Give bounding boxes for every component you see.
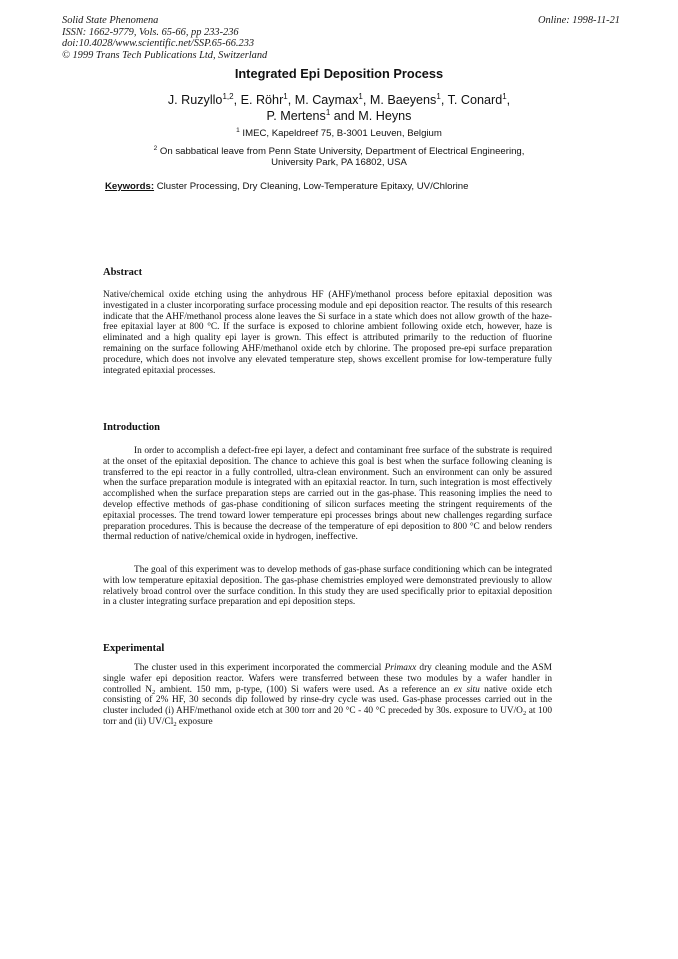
author-separator: , xyxy=(287,93,295,107)
author-name: M. Caymax xyxy=(294,93,359,107)
experimental-text: The cluster used in this experiment incorporated the commercial xyxy=(134,663,385,673)
keywords-label: Keywords: xyxy=(105,181,155,192)
copyright-line: © 1999 Trans Tech Publications Ltd, Switzerland xyxy=(62,49,268,61)
affiliation-2 xyxy=(0,146,678,169)
experimental-paragraph xyxy=(103,663,552,728)
affil-text-line1: On sabbatical leave from Penn State University, Department of Electrical Engineering, xyxy=(159,146,525,157)
doi-line: doi:10.4028/www.scientific.net/SSP.65-66.233 xyxy=(62,38,255,50)
journal-header xyxy=(62,15,267,61)
author-affil-mark: 1 xyxy=(502,92,507,101)
author-separator: , xyxy=(233,93,241,107)
subscript: 2 xyxy=(151,688,156,696)
experimental-text: at 100 torr and (ii) UV/Cl xyxy=(103,706,552,727)
author-separator: and xyxy=(330,109,359,123)
author-list xyxy=(0,92,678,124)
keywords xyxy=(105,181,468,192)
issn-line: ISSN: 1662-9779, Vols. 65-66, pp 233-236 xyxy=(62,26,239,38)
online-date: Online: 1998-11-21 xyxy=(537,15,620,26)
author-name: J. Ruzyllo xyxy=(167,93,223,107)
primaxx-term: Primaxx xyxy=(384,663,417,673)
author-separator: , xyxy=(362,93,370,107)
paper-title: Integrated Epi Deposition Process xyxy=(234,66,444,81)
author-affil-mark: 1 xyxy=(358,92,363,101)
introduction-paragraph-2: The goal of this experiment was to develop methods of gas-phase surface conditioning which can be integrated with low temperature epitaxial deposition. The gas-phase chemistries employed were demonstrated previously to allow relatively broad control over the surface condition. In this study they are used specifically prior to epitaxial deposition in a cluster integrating surface preparation and epi deposition steps. xyxy=(103,565,552,608)
author-affil-mark: 1 xyxy=(325,108,331,117)
subscript: 2 xyxy=(173,720,177,728)
abstract-text: Native/chemical oxide etching using the anhydrous HF (AHF)/methanol process before epitaxial deposition was investigated in a cluster incorporating surface processing module and epi deposition reactor. The results of this research indicate that the AHF/methanol process alone leaves the Si surface in a state which does not allow growth of the haze-free epitaxial layer at 800 °C. If the surface is exposed to chlorine ambient following oxide etch, however, haze is eliminated and a high quality epi layer is grown. This effect is attributed primarily to the reduction of fluorine remaining on the surface following AHF/methanol oxide etch by chlorine. The proposed pre-epi surface preparation procedure, which does not involve any elevated temperature step, shows excellent promise for low-temperature fully integrated epitaxial processes. xyxy=(103,290,552,376)
experimental-heading: Experimental xyxy=(103,643,165,654)
author-name: M. Heyns xyxy=(358,109,412,123)
author-name: E. Röhr xyxy=(240,93,284,107)
abstract-heading: Abstract xyxy=(103,267,143,278)
affil-text: IMEC, Kapeldreef 75, B-3001 Leuven, Belgium xyxy=(242,128,442,139)
affil-text-line2: University Park, PA 16802, USA xyxy=(271,157,407,169)
keywords-text: Cluster Processing, Dry Cleaning, Low-Temperature Epitaxy, UV/Chlorine xyxy=(156,181,469,192)
introduction-paragraph-1: In order to accomplish a defect-free epi layer, a defect and contaminant free surface of the substrate is required at the onset of the epitaxial deposition. The chance to achieve this goal is best when the surface following cleaning is transferred to the epi reactor in a fully controlled, ultra-clean environment. Such an environment can only be assured when the surface preparation module is integrated with an epitaxial reactor. In turn, such integration is most effectively accomplished when the surface preparation steps are carried out in the gas-phase. This reasoning implies the need to develop effective methods of gas-phase conditioning of silicon surfaces meeting the stringent requirements of the epitaxial processes. The trend toward lower temperature epi processes brings about new challenges regarding surface preparation procedures. This is because the decrease of the temperature of epi deposition to 800 °C and below renders thermal reduction of native/chemical oxide in hydrogen, ineffective. xyxy=(103,446,552,543)
affil-mark: 1 xyxy=(236,127,240,134)
author-name: M. Baeyens xyxy=(369,93,437,107)
journal-name: Solid State Phenomena xyxy=(62,15,159,26)
experimental-text: exposure xyxy=(176,716,213,727)
author-line-1 xyxy=(0,92,678,108)
author-affil-mark: 1 xyxy=(436,92,441,101)
author-name: P. Mertens xyxy=(266,109,326,123)
experimental-text: native oxide etch consisting of 2% HF, 30 seconds dip followed by rinse-dry cycle was used. Gas-phase processes carried out in the cluster included (i) AHF/methanol oxide etch at 300 torr and 20 °C - 40 °C preceded by 30s. exposure to UV/O xyxy=(103,684,553,717)
ex-situ-term: ex situ xyxy=(453,684,480,695)
introduction-heading: Introduction xyxy=(103,422,160,433)
author-name: T. Conard xyxy=(447,93,503,107)
experimental-text: dry cleaning module and the ASM single wafer epi deposition reactor. Wafers were transferred between these two modules by a wafer handler in controlled N xyxy=(103,663,552,695)
affiliation-1 xyxy=(0,128,678,139)
author-affil-mark: 1,2 xyxy=(222,92,234,101)
author-separator: , xyxy=(440,93,448,107)
author-affil-mark: 1 xyxy=(283,92,288,101)
experimental-text: ambient. 150 mm, p-type, (100) Si wafers were used. As a reference an xyxy=(155,684,454,695)
author-separator: , xyxy=(506,93,511,107)
subscript: 2 xyxy=(522,710,527,718)
affil-mark: 2 xyxy=(153,145,158,152)
author-line-2 xyxy=(0,108,678,124)
